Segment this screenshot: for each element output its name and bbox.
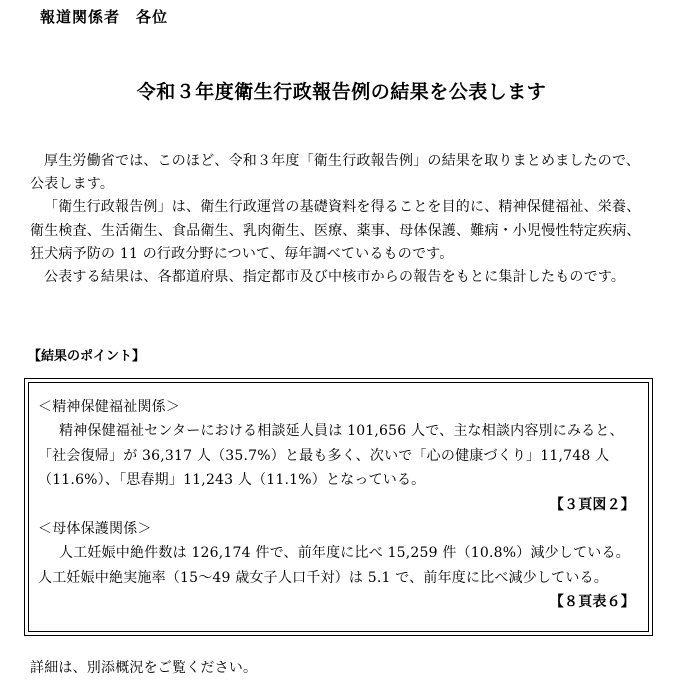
intro-section [30,150,650,289]
intro-paragraph: 厚生労働省では、このほど、令和３年度「衛生行政報告例」の結果を取りまとめましたので、公表します。 [30,153,641,193]
points-content [38,395,635,615]
section-reference: 【８頁表６】 [549,594,635,611]
intro-paragraph: 公表する結果は、各都道府県、指定都市及び中核市からの報告をもとに集計したものです。 [44,269,626,286]
points-box-inner [28,382,649,632]
closing-note: 詳細は、別添概況をご覧ください。 [30,660,258,676]
section-body: 精神保健福祉センターにおける相談延人員は 101,656 人で、主な相談内容別にみると、「社会復帰」が 36,317 人（35.7%）と最も多く、次いで「心の健康づくり」11,748 人（11.6%）、「思春期」11,243 人（11.1%）となっている。 [38,423,624,489]
intro-paragraph: 「衛生行政報告例」は、衛生行政運営の基礎資料を得ることを目的に、精神保健福祉、栄養、衛生検査、生活衛生、食品衛生、乳肉衛生、医療、薬事、母体保護、難病・小児慢性特定疾病、狂犬病予防の 11 の行政分野について、毎年調べているものです。 [30,199,641,262]
section-title: ＜母体保護関係＞ [38,521,152,538]
point-section-maternal-protection [38,517,635,615]
addressee: 報道関係者 各位 [40,8,169,26]
point-section-mental-health [38,395,635,517]
points-heading: 【結果のポイント】 [28,349,146,364]
section-body: 人工妊娠中絶件数は 126,174 件で、前年度に比べ 15,259 件（10.8%）減少している。人工妊娠中絶実施率（15～49 歳女子人口千対）は 5.1 で、前年度に比べ減少している。 [38,545,630,586]
section-reference: 【３頁図２】 [549,496,635,513]
document-title: 令和３年度衛生行政報告例の結果を公表します [136,81,547,103]
section-title: ＜精神保健福祉関係＞ [38,399,180,415]
points-box [24,378,653,636]
